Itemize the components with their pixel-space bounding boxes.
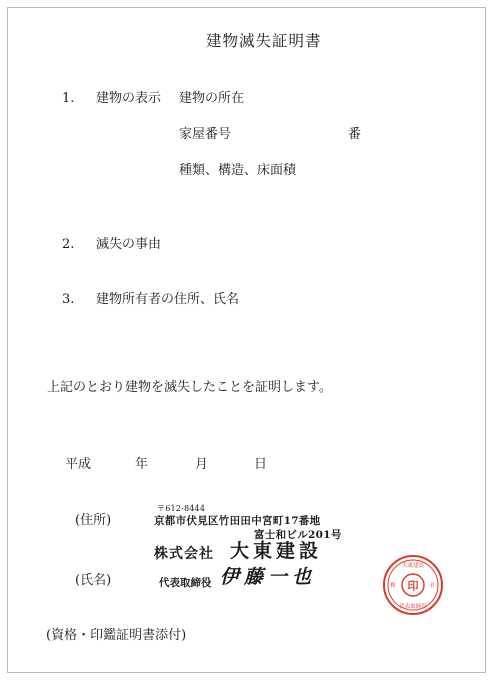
date-month: 月 xyxy=(195,457,209,472)
address-line-1: 京都市伏見区竹田田中宮町17番地 xyxy=(154,515,321,527)
attachment-note: (資格・印鑑証明書添付) xyxy=(46,628,187,643)
svg-text:代表取締役: 代表取締役 xyxy=(399,604,427,610)
svg-text:印: 印 xyxy=(407,579,419,593)
company-name: 大東建設 xyxy=(230,540,323,562)
item-3-label: 建物所有者の住所、氏名 xyxy=(96,292,240,307)
certification-text: 上記のとおり建物を滅失したことを証明します。 xyxy=(47,380,332,395)
date-day: 日 xyxy=(254,457,268,472)
svg-text:株: 株 xyxy=(390,583,396,589)
certificate-document xyxy=(7,7,486,673)
item-1-sublabel: 建物の所在 xyxy=(179,91,245,106)
svg-text:大東建設: 大東建設 xyxy=(401,563,425,569)
name-label: (氏名) xyxy=(75,573,112,588)
representative-name: 伊藤一也 xyxy=(220,566,317,588)
type-structure-label: 種類、構造、床面積 xyxy=(179,163,297,178)
address-label: (住所) xyxy=(75,513,112,528)
company-prefix: 株式会社 xyxy=(154,546,214,562)
postal-code: 〒612-8444 xyxy=(157,504,206,513)
item-2-label: 滅失の事由 xyxy=(96,237,162,252)
item-1-label: 建物の表示 xyxy=(96,91,162,106)
item-2-number: 2. xyxy=(62,237,75,252)
item-1-number: 1. xyxy=(62,91,75,106)
date-era: 平成 xyxy=(65,457,92,472)
svg-text:社: 社 xyxy=(430,583,436,589)
item-3-number: 3. xyxy=(62,292,75,307)
house-number-label: 家屋番号 xyxy=(179,127,232,142)
document-title: 建物滅失証明書 xyxy=(206,32,322,50)
house-number-suffix: 番 xyxy=(348,127,362,142)
address-line-2: 富士和ビル201号 xyxy=(254,529,342,541)
date-year: 年 xyxy=(135,457,149,472)
company-seal-icon xyxy=(382,554,444,616)
representative-title: 代表取締役 xyxy=(159,577,212,589)
